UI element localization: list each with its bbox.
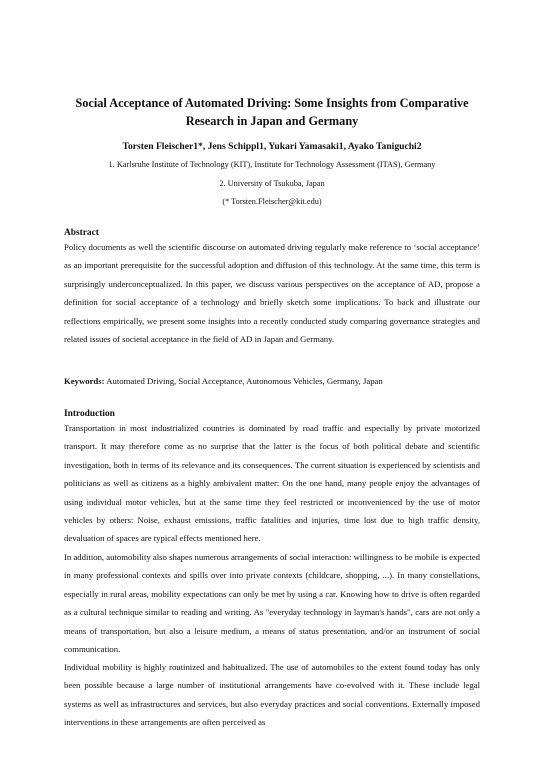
introduction-heading: Introduction xyxy=(64,409,115,419)
keywords xyxy=(64,374,480,388)
author-list: Torsten Fleischer1*, Jens Schippl1, Yukari Yamasaki1, Ayako Taniguchi2 xyxy=(122,141,422,152)
paper-title: Social Acceptance of Automated Driving: Some Insights from Comparative Research in Japan and Germany xyxy=(75,96,469,128)
affiliation-2: 2. University of Tsukuba, Japan xyxy=(219,179,325,188)
intro-paragraph-2: In addition, automobility also shapes numerous arrangements of social interaction: willingness to be mobile is expected in many professional contexts and spills over into private contexts (childcare, shopping, ...). In many constellations, especially in rural areas, mobility expectations can only be met by using a car. Knowing how to drive is often regarded as a cultural technique similar to reading and writing. As "everyday technology in layman's hands", cars are not only a means of transportation, but also a leisure medium, a means of status presentation, and/or an instrument of social communication. xyxy=(64,552,480,655)
affiliation-1: 1. Karlsruhe Institute of Technology (KIT), Institute for Technology Assessment (ITAS), Germany xyxy=(108,160,436,169)
keywords-text: Automated Driving, Social Acceptance, Autonomous Vehicles, Germany, Japan xyxy=(106,376,383,386)
abstract-heading: Abstract xyxy=(64,228,99,238)
intro-paragraph-1: Transportation in most industrialized countries is dominated by road traffic and especially by private motorized transport. It may therefore come as no surprise that the latter is the focus of both political debate and scientific investigation, both in terms of its relevance and its consequences. The current situation is experienced by scientists and politicians as well as citizens as a highly ambivalent matter: On the one hand, many people enjoy the advantages of using individual motor vehicles, but at the same time they feel restricted or inconvenienced by the use of motor vehicles by others: Noise, exhaust emissions, traffic fatalities and injuries, time lost due to high traffic density, devaluation of spaces are typical effects mentioned here. xyxy=(64,423,480,544)
abstract-text: Policy documents as well the scientific discourse on automated driving regularly make reference to ‘social acceptance’ as an important prerequisite for the successful adoption and diffusion of this technology. At the same time, this term is surprisingly underconceptualized. In this paper, we discuss various perspectives on the acceptance of AD, propose a definition for social acceptance of a technology and briefly sketch some implications. To back and illustrate our reflections empirically, we present some insights into a recently conducted study comparing governance strategies and related issues of societal acceptance in the field of AD in Japan and Germany. xyxy=(64,242,480,345)
contact-email: (* Torsten.Fleischer@kit.edu) xyxy=(222,197,322,206)
intro-paragraph-3: Individual mobility is highly routinized and habitualized. The use of automobiles to the extent found today has only been possible because a large number of institutional arrangements have co-evolved with it. These include legal systems as well as infrastructures and services, but also everyday practices and social conventions. Externally imposed interventions in these arrangements are often perceived as xyxy=(64,662,480,728)
keywords-label: Keywords: xyxy=(64,376,105,386)
